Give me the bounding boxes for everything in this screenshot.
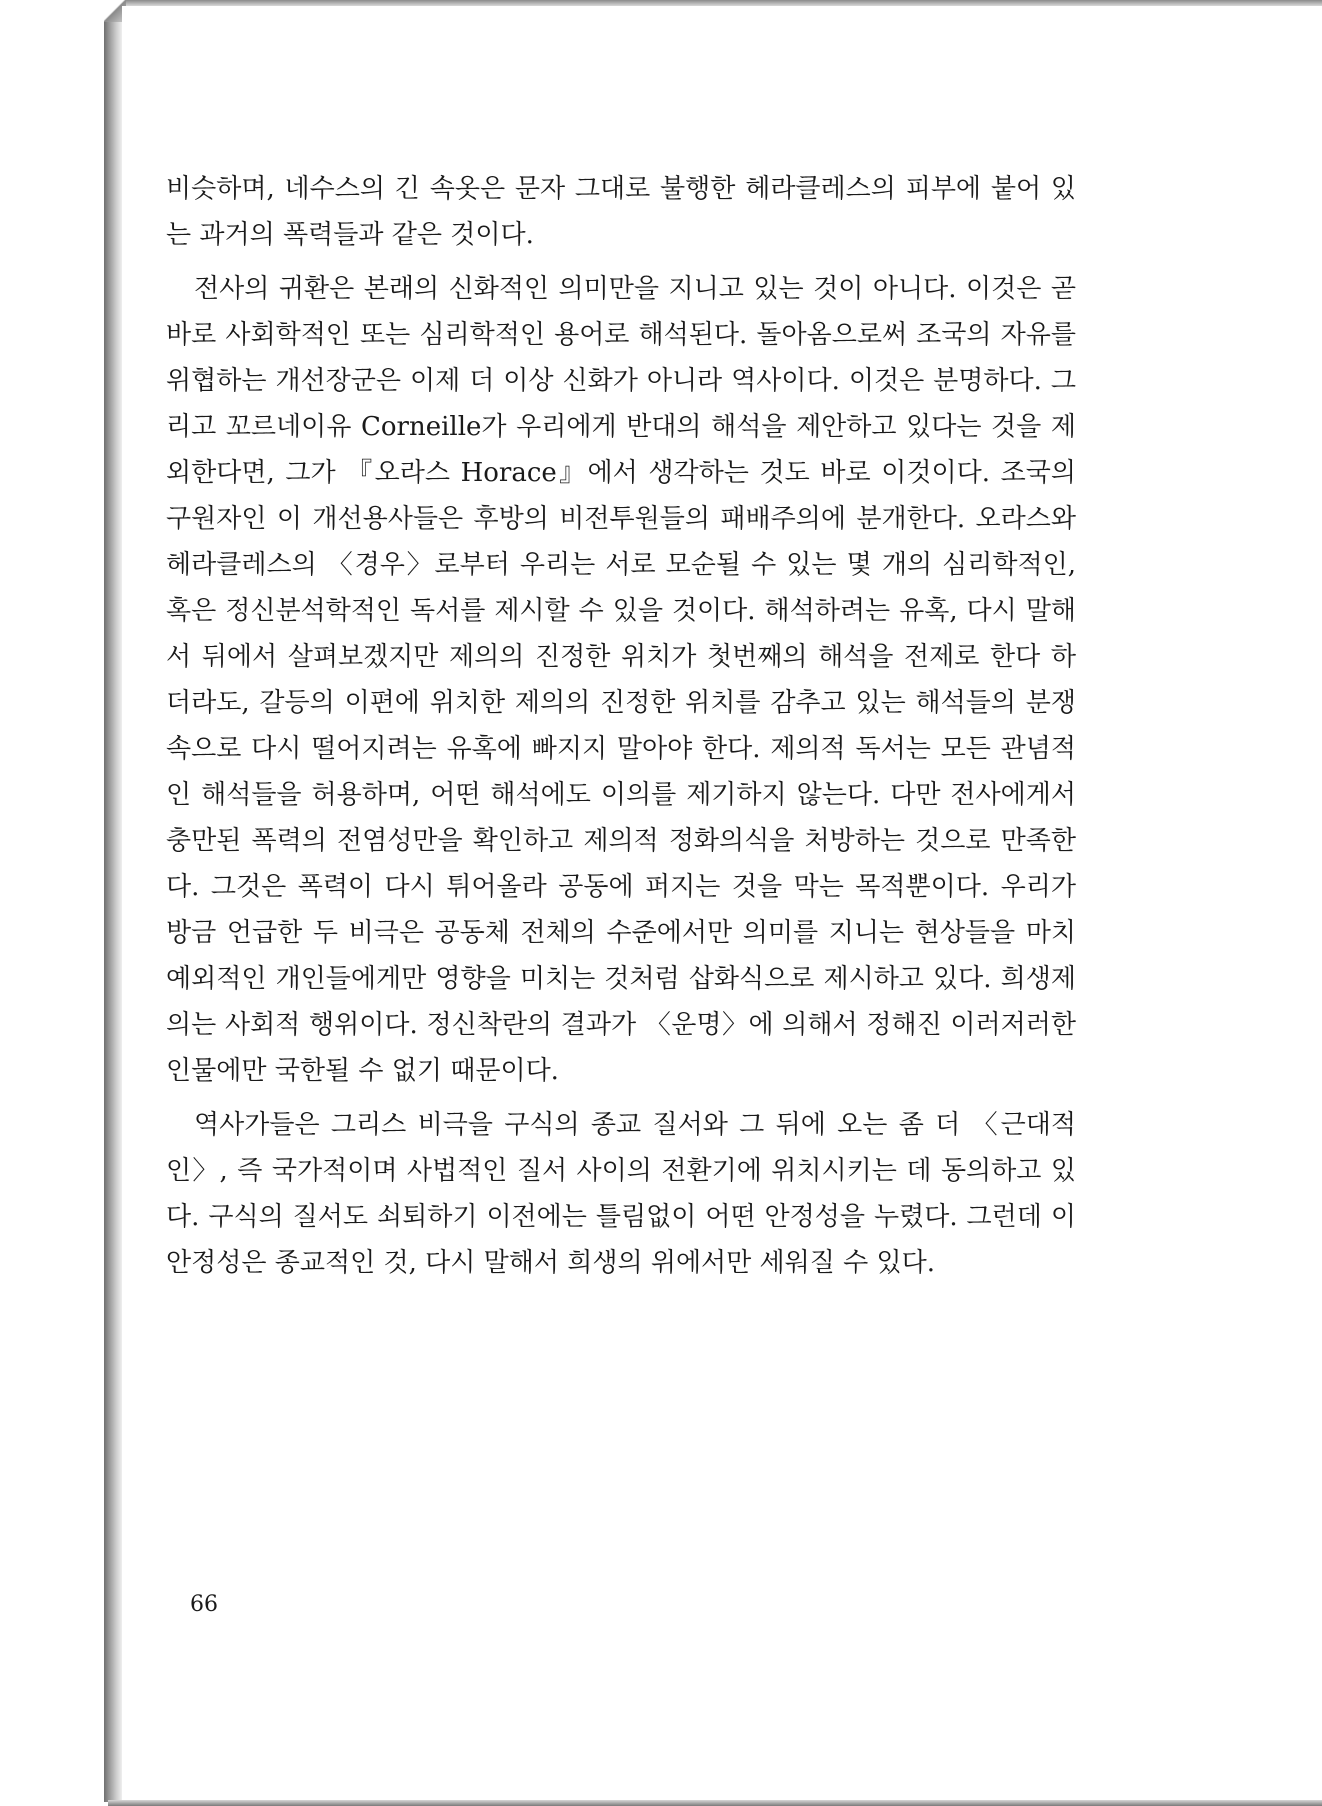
- page-bottom-edge: [108, 1800, 1322, 1806]
- paragraph-2: 전사의 귀환은 본래의 신화적인 의미만을 지니고 있는 것이 아니다. 이것은 곧바로 사회학적인 또는 심리학적인 용어로 해석된다. 돌아옴으로써 조국의 자유를 위협하는 개선장군은 이제 더 이상 신화가 아니라 역사이다. 이것은 분명하다. 그리고 꼬르네이유 Corneille가 우리에게 반대의 해석을 제안하고 있다는 것을 제외한다면, 그가 『오라스 Horace』에서 생각하는 것도 바로 이것이다. 조국의 구원자인 이 개선용사들은 후방의 비전투원들의 패배주의에 분개한다. 오라스와 헤라클레스의 〈경우〉로부터 우리는 서로 모순될 수 있는 몇 개의 심리학적인, 혹은 정신분석학적인 독서를 제시할 수 있을 것이다. 해석하려는 유혹, 다시 말해서 뒤에서 살펴보겠지만 제의의 진정한 위치가 첫번째의 해석을 전제로 한다 하더라도, 갈등의 이편에 위치한 제의의 진정한 위치를 감추고 있는 해석들의 분쟁 속으로 다시 떨어지려는 유혹에 빠지지 말아야 한다. 제의적 독서는 모든 관념적인 해석들을 허용하며, 어떤 해석에도 이의를 제기하지 않는다. 다만 전사에게서 충만된 폭력의 전염성만을 확인하고 제의적 정화의식을 처방하는 것으로 만족한다. 그것은 폭력이 다시 튀어올라 공동에 퍼지는 것을 막는 목적뿐이다. 우리가 방금 언급한 두 비극은 공동체 전체의 수준에서만 의미를 지니는 현상들을 마치 예외적인 개인들에게만 영향을 미치는 것처럼 삽화식으로 제시하고 있다. 희생제의는 사회적 행위이다. 정신착란의 결과가 〈운명〉에 의해서 정해진 이러저러한 인물에만 국한될 수 없기 때문이다.: [166, 274, 1077, 1086]
- body-text: [166, 166, 1076, 1286]
- paragraph-3: 역사가들은 그리스 비극을 구식의 종교 질서와 그 뒤에 오는 좀 더 〈근대적인〉, 즉 국가적이며 사법적인 질서 사이의 전환기에 위치시키는 데 동의하고 있다. 구식의 질서도 쇠퇴하기 이전에는 틀림없이 어떤 안정성을 누렸다. 그런데 이 안정성은 종교적인 것, 다시 말해서 희생의 위에서만 세워질 수 있다.: [166, 1110, 1076, 1278]
- page-number: 66: [190, 1592, 218, 1617]
- page-spine-shadow: [104, 6, 122, 1802]
- paragraph-1: 비슷하며, 네수스의 긴 속옷은 문자 그대로 불행한 헤라클레스의 피부에 붙어 있는 과거의 폭력들과 같은 것이다.: [166, 174, 1076, 250]
